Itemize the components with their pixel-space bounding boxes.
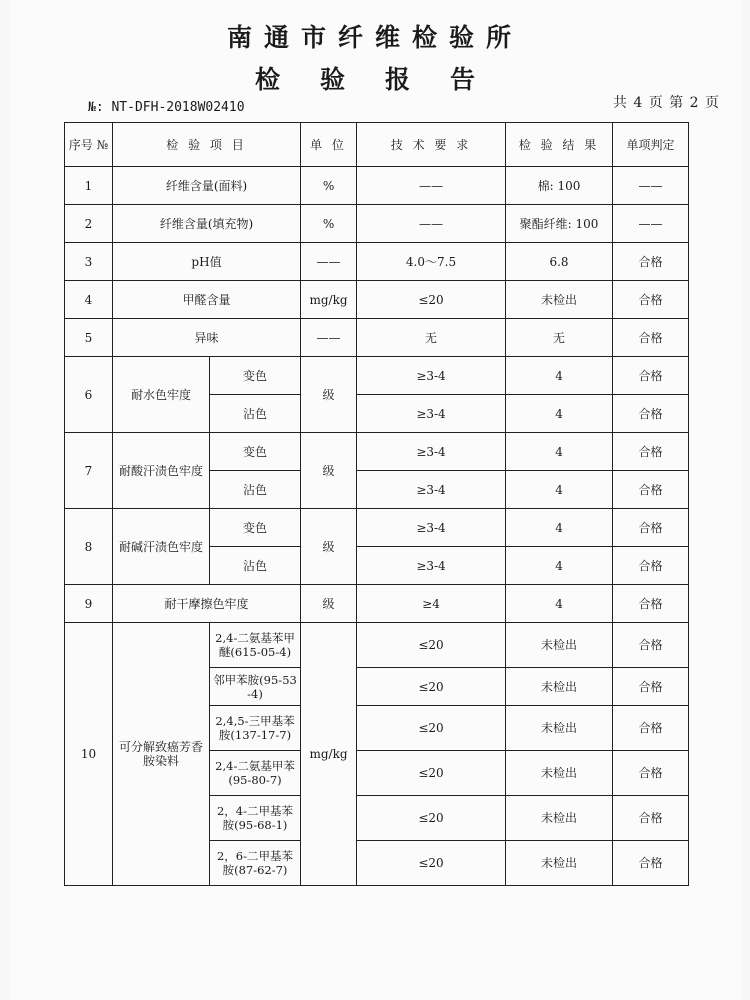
result-cell: 聚酯纤维: 100: [506, 205, 613, 243]
org-title: 南通市纤维检验所: [226, 23, 523, 52]
verdict-cell: 合格: [613, 547, 689, 585]
requirement-cell: ——: [357, 167, 506, 205]
verdict-cell: 合格: [613, 668, 689, 706]
requirement-cell: ≤20: [357, 668, 506, 706]
test-item: 耐碱汗渍色牢度: [113, 509, 210, 585]
requirement-cell: ≤20: [357, 281, 506, 319]
table-row: [65, 623, 689, 668]
test-item: 异味: [113, 319, 301, 357]
table-row: [65, 585, 689, 623]
result-cell: 未检出: [506, 841, 613, 886]
verdict-cell: ——: [613, 167, 689, 205]
requirement-cell: ≤20: [357, 623, 506, 668]
requirement-cell: 4.0～7.5: [357, 243, 506, 281]
result-cell: 未检出: [506, 668, 613, 706]
table-header-row: [65, 123, 689, 167]
unit-cell: ——: [301, 243, 357, 281]
requirement-cell: ≥4: [357, 585, 506, 623]
verdict-cell: 合格: [613, 706, 689, 751]
verdict-cell: 合格: [613, 433, 689, 471]
verdict-cell: 合格: [613, 841, 689, 886]
test-item: 甲醛含量: [113, 281, 301, 319]
verdict-cell: ——: [613, 205, 689, 243]
result-cell: 4: [506, 585, 613, 623]
row-number: 4: [65, 281, 113, 319]
unit-cell: mg/kg: [301, 281, 357, 319]
verdict-cell: 合格: [613, 281, 689, 319]
unit-cell: %: [301, 205, 357, 243]
table-row: [65, 319, 689, 357]
sub-item: 变色: [210, 357, 301, 395]
result-cell: 棉: 100: [506, 167, 613, 205]
requirement-cell: ≥3-4: [357, 433, 506, 471]
sub-item: 2，6-二甲基苯胺(87-62-7): [210, 841, 301, 886]
row-number: 6: [65, 357, 113, 433]
header-result: 检 验 结 果: [506, 123, 613, 167]
test-item: 纤维含量(填充物): [113, 205, 301, 243]
requirement-cell: ≥3-4: [357, 547, 506, 585]
report-title: 检验报告: [254, 65, 515, 94]
requirement-cell: ≤20: [357, 841, 506, 886]
unit-cell: mg/kg: [301, 623, 357, 886]
row-number: 7: [65, 433, 113, 509]
requirement-cell: ≤20: [357, 751, 506, 796]
verdict-cell: 合格: [613, 471, 689, 509]
table-row: [65, 509, 689, 547]
unit-cell: 级: [301, 509, 357, 585]
table-row: [65, 281, 689, 319]
sub-item: 沾色: [210, 471, 301, 509]
sub-item: 沾色: [210, 395, 301, 433]
verdict-cell: 合格: [613, 357, 689, 395]
sub-item: 变色: [210, 509, 301, 547]
verdict-cell: 合格: [613, 585, 689, 623]
requirement-cell: ——: [357, 205, 506, 243]
table-row: [65, 243, 689, 281]
verdict-cell: 合格: [613, 751, 689, 796]
result-cell: 未检出: [506, 796, 613, 841]
unit-cell: 级: [301, 433, 357, 509]
sub-item: 2,4-二氨基甲苯(95-80-7): [210, 751, 301, 796]
requirement-cell: ≥3-4: [357, 395, 506, 433]
verdict-cell: 合格: [613, 319, 689, 357]
requirement-cell: ≥3-4: [357, 357, 506, 395]
row-number: 1: [65, 167, 113, 205]
requirement-cell: 无: [357, 319, 506, 357]
header-unit: 单 位: [301, 123, 357, 167]
requirement-cell: ≤20: [357, 796, 506, 841]
requirement-cell: ≤20: [357, 706, 506, 751]
unit-cell: 级: [301, 585, 357, 623]
result-cell: 4: [506, 357, 613, 395]
test-item: 耐酸汗渍色牢度: [113, 433, 210, 509]
result-cell: 4: [506, 471, 613, 509]
result-cell: 未检出: [506, 706, 613, 751]
result-cell: 4: [506, 433, 613, 471]
row-number: 8: [65, 509, 113, 585]
header-requirement: 技 术 要 求: [357, 123, 506, 167]
result-cell: 未检出: [506, 281, 613, 319]
verdict-cell: 合格: [613, 509, 689, 547]
requirement-cell: ≥3-4: [357, 509, 506, 547]
table-row: [65, 205, 689, 243]
result-cell: 4: [506, 547, 613, 585]
result-cell: 无: [506, 319, 613, 357]
verdict-cell: 合格: [613, 243, 689, 281]
sub-item: 沾色: [210, 547, 301, 585]
unit-cell: %: [301, 167, 357, 205]
result-cell: 未检出: [506, 623, 613, 668]
verdict-cell: 合格: [613, 395, 689, 433]
requirement-cell: ≥3-4: [357, 471, 506, 509]
test-item: 耐水色牢度: [113, 357, 210, 433]
result-cell: 4: [506, 509, 613, 547]
header-seq: 序号 №: [65, 123, 113, 167]
row-number: 5: [65, 319, 113, 357]
test-item: 耐干摩擦色牢度: [113, 585, 301, 623]
sub-item: 2，4-二甲基苯胺(95-68-1): [210, 796, 301, 841]
header-verdict: 单项判定: [613, 123, 689, 167]
sub-item: 邻甲苯胺(95-53-4): [210, 668, 301, 706]
test-item: pH值: [113, 243, 301, 281]
inspection-table: [64, 122, 689, 886]
page-indicator: 共 4 页 第 2 页: [612, 95, 720, 111]
sub-item: 2,4,5-三甲基苯胺(137-17-7): [210, 706, 301, 751]
header-item: 检 验 项 目: [113, 123, 301, 167]
result-cell: 未检出: [506, 751, 613, 796]
result-cell: 4: [506, 395, 613, 433]
unit-cell: 级: [301, 357, 357, 433]
verdict-cell: 合格: [613, 796, 689, 841]
table-row: [65, 167, 689, 205]
result-cell: 6.8: [506, 243, 613, 281]
test-item: 纤维含量(面料): [113, 167, 301, 205]
sub-item: 2,4-二氨基苯甲醚(615-05-4): [210, 623, 301, 668]
row-number: 2: [65, 205, 113, 243]
table-row: [65, 357, 689, 395]
report-number: №: NT-DFH-2018W02410: [88, 100, 245, 115]
test-item: 可分解致癌芳香胺染料: [113, 623, 210, 886]
unit-cell: ——: [301, 319, 357, 357]
row-number: 10: [65, 623, 113, 886]
row-number: 9: [65, 585, 113, 623]
row-number: 3: [65, 243, 113, 281]
sub-item: 变色: [210, 433, 301, 471]
table-row: [65, 433, 689, 471]
verdict-cell: 合格: [613, 623, 689, 668]
